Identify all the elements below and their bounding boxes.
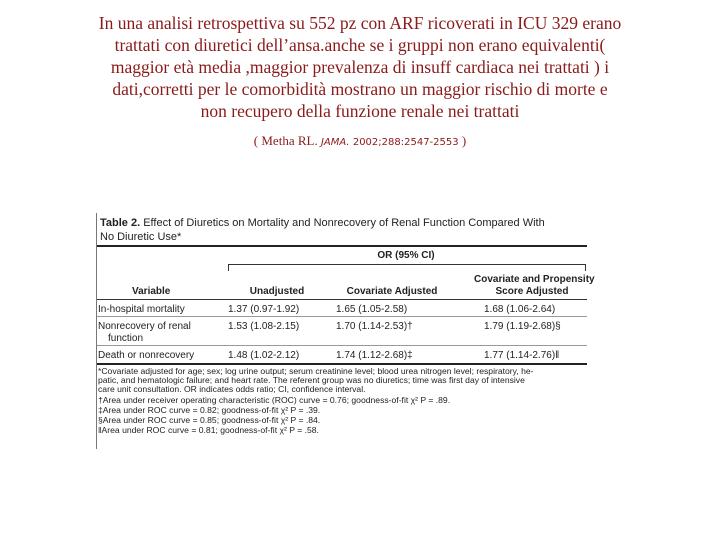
row-variable: In-hospital mortality	[98, 304, 185, 315]
row-variable: Death or nonrecovery	[98, 350, 195, 361]
footnote: §Area under ROC curve = 0.85; goodness-of-fit χ² P = .84.	[98, 415, 321, 425]
row-propensity: 1.79 (1.19-2.68)§	[484, 321, 561, 332]
headline-line: maggior età media ,maggior prevalenza di insuff cardiaca nei trattati ) i	[110, 57, 610, 77]
table-caption	[100, 216, 545, 244]
row-propensity: 1.68 (1.06-2.64)	[484, 304, 556, 315]
col-header-covariate: Covariate Adjusted	[346, 286, 438, 297]
citation-journal: JAMA.	[320, 137, 350, 148]
table-caption-line1: Effect of Diuretics on Mortality and Nonrecovery of Renal Function Compared With	[143, 217, 545, 229]
table-bottom-rule	[97, 363, 587, 365]
table-figure	[96, 213, 595, 449]
col-header-propensity-line2: Score Adjusted	[495, 286, 569, 297]
table-label: Table 2.	[100, 217, 141, 229]
footnote: *Covariate adjusted for age; sex; log urine output; serum creatinine level; blood urea nitrogen level; respiratory, he-	[98, 366, 534, 376]
group-header: OR (95% CI)	[377, 250, 435, 261]
row-covariate: 1.70 (1.14-2.53)†	[336, 321, 413, 332]
headline-line: dati,corretti per le comorbidità mostrano un maggior rischio di morte e	[112, 79, 608, 99]
row-covariate: 1.74 (1.12-2.68)‡	[336, 350, 413, 361]
footnote: patic, and hematologic failure; and heart rate. The referent group was no diuretics; time was first day of intensive	[98, 375, 525, 385]
headline-line: non recupero della funzione renale nei trattati	[200, 101, 520, 121]
table-caption-line2: No Diuretic Use*	[100, 231, 182, 243]
citation-close: )	[461, 133, 467, 148]
row-unadjusted: 1.53 (1.08-2.15)	[228, 321, 300, 332]
citation-open: ( Metha RL.	[253, 133, 318, 148]
footnote: ‡Area under ROC curve = 0.82; goodness-of-fit χ² P = .39.	[98, 405, 321, 415]
col-header-variable: Variable	[132, 286, 171, 297]
group-header-bracket	[228, 264, 586, 271]
row-variable: Nonrecovery of renal	[98, 321, 191, 332]
row-unadjusted: 1.37 (0.97-1.92)	[228, 304, 300, 315]
footnote: care unit consultation. OR indicates odds ratio; CI, confidence interval.	[98, 384, 366, 394]
citation	[0, 133, 720, 149]
row-propensity: 1.77 (1.14-2.76)‖	[484, 350, 560, 361]
citation-reference: 2002;288:2547-2553	[352, 137, 459, 148]
table-top-rule	[97, 245, 587, 247]
row-unadjusted: 1.48 (1.02-2.12)	[228, 350, 300, 361]
header-rule	[97, 299, 587, 300]
footnote: †Area under receiver operating characteristic (ROC) curve = 0.76; goodness-of-fit χ² P = .89.	[98, 395, 451, 405]
footnote: ‖Area under ROC curve = 0.81; goodness-of-fit χ² P = .58.	[98, 425, 319, 435]
headline-line: In una analisi retrospettiva su 552 pz con ARF ricoverati in ICU 329 erano	[98, 13, 622, 33]
row-rule	[97, 316, 587, 317]
headline-line: trattati con diuretici dell’ansa.anche se i gruppi non erano equivalenti(	[114, 35, 606, 55]
row-variable-cont: function	[108, 333, 144, 344]
col-header-unadjusted: Unadjusted	[249, 286, 305, 297]
table-left-border	[96, 213, 97, 449]
slide-headline	[20, 12, 700, 122]
row-rule	[97, 345, 587, 346]
row-covariate: 1.65 (1.05-2.58)	[336, 304, 408, 315]
col-header-propensity-line1: Covariate and Propensity	[474, 274, 595, 285]
